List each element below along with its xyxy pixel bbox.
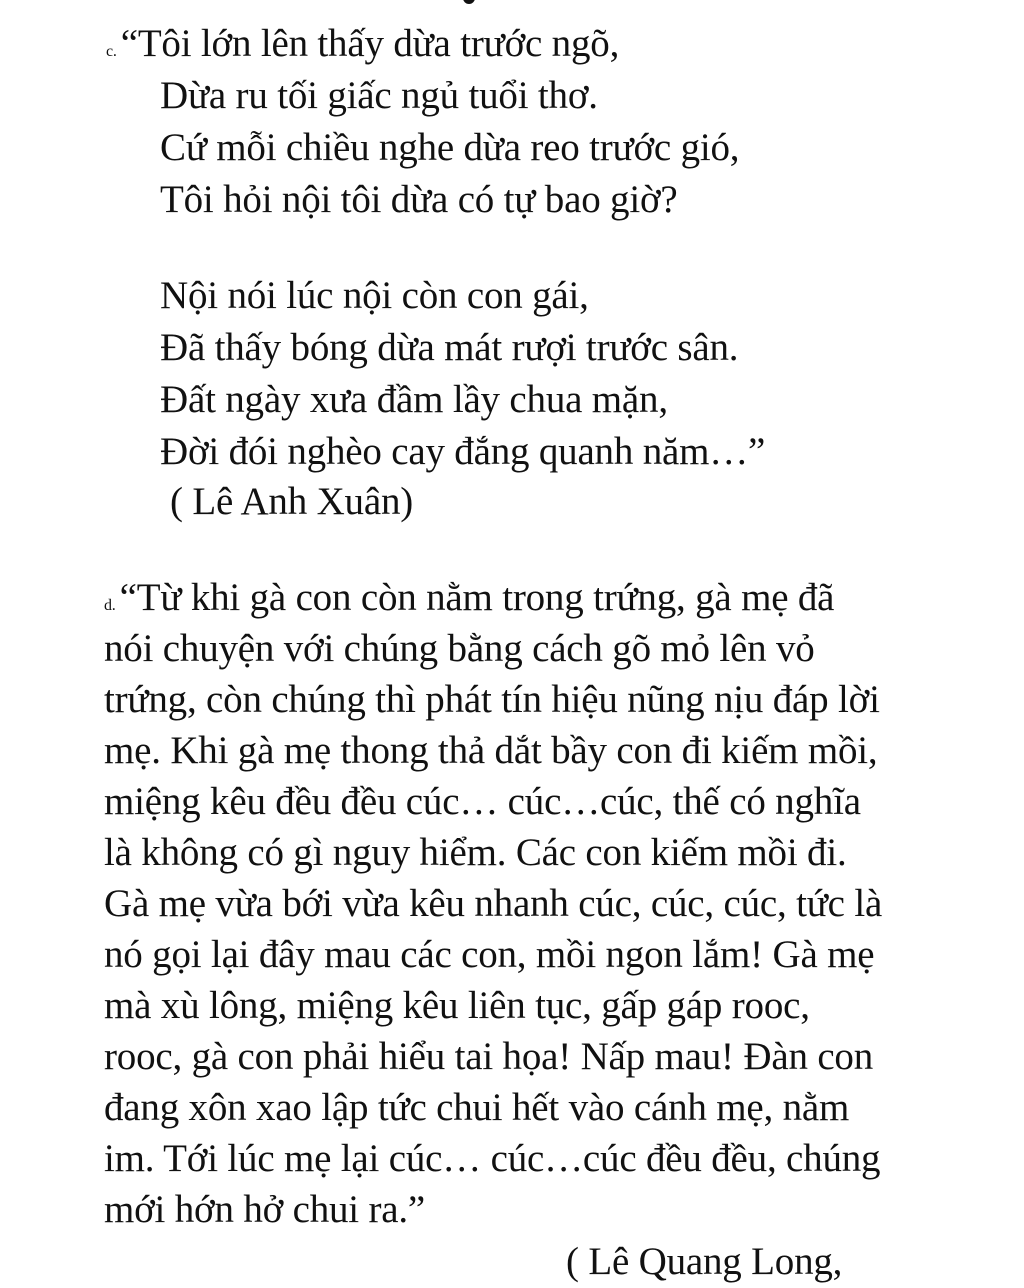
poem-line	[106, 18, 619, 78]
poem-line: Đời đói nghèo cay đắng quanh năm…”	[160, 430, 766, 473]
prose-line: rooc, gà con phải hiểu tai họa! Nấp mau! Đàn con	[104, 1035, 874, 1078]
prose-line: mà xù lông, miệng kêu liên tục, gấp gáp rooc,	[104, 984, 810, 1027]
prose-line: mẹ. Khi gà mẹ thong thả dắt bầy con đi kiếm mồi,	[104, 729, 878, 772]
poem-line: Đã thấy bóng dừa mát rượi trước sân.	[160, 326, 739, 369]
poem-line: Dừa ru tối giấc ngủ tuổi thơ.	[160, 74, 598, 117]
prose-line: đang xôn xao lập tức chui hết vào cánh mẹ, nằm	[104, 1086, 850, 1129]
prose-line: trứng, còn chúng thì phát tín hiệu nũng nịu đáp lời	[104, 678, 880, 721]
section-label: c.	[106, 43, 117, 60]
author-citation: ( Lê Quang Long,	[566, 1240, 843, 1283]
poem-line: Tôi hỏi nội tôi dừa có tự bao giờ?	[160, 178, 678, 221]
prose-line: im. Tới lúc mẹ lại cúc… cúc…cúc đều đều, chúng	[104, 1137, 881, 1180]
prose-line: miệng kêu đều đều cúc… cúc…cúc, thế có nghĩa	[104, 780, 861, 823]
poem-line: Nội nói lúc nội còn con gái,	[160, 274, 589, 317]
prose-line: mới hớn hở chui ra.”	[104, 1188, 426, 1231]
author-citation: ( Lê Anh Xuân)	[170, 480, 414, 523]
poem-line: Cứ mỗi chiều nghe dừa reo trước gió,	[160, 126, 740, 169]
section-label: d.	[104, 597, 116, 614]
prose-line: là không có gì nguy hiểm. Các con kiếm mồi đi.	[104, 831, 847, 874]
poem-line: Đất ngày xưa đầm lầy chua mặn,	[160, 378, 668, 421]
poem-line-text: “Tôi lớn lên thấy dừa trước ngõ,	[120, 22, 620, 65]
ink-mark	[463, 0, 475, 4]
prose-line: Gà mẹ vừa bới vừa kêu nhanh cúc, cúc, cúc, tức là	[104, 882, 883, 925]
prose-line: nó gọi lại đây mau các con, mồi ngon lắm! Gà mẹ	[104, 933, 875, 976]
prose-line-text: “Từ khi gà con còn nằm trong trứng, gà mẹ đã	[119, 576, 835, 619]
prose-line: nói chuyện với chúng bằng cách gõ mỏ lên vỏ	[104, 627, 815, 670]
